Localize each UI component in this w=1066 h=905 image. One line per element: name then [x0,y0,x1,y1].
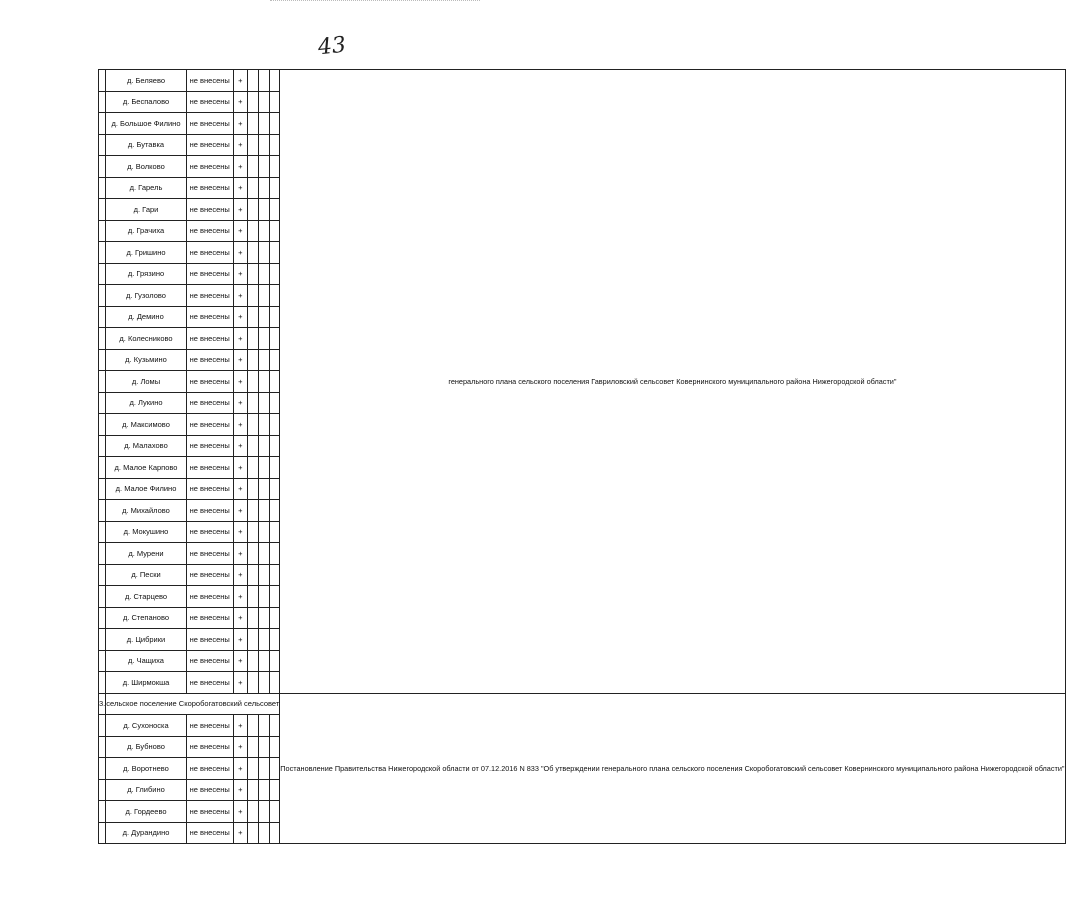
empty-cell [248,414,259,436]
empty-cell [248,629,259,651]
empty-cell [248,564,259,586]
changes-status: не внесены [186,822,233,844]
row-number-cell [99,715,106,737]
plus-mark: + [233,392,247,414]
plus-mark: + [233,220,247,242]
empty-cell [258,414,269,436]
changes-status: не внесены [186,285,233,307]
village-name: д. Кузьмино [106,349,186,371]
village-name: д. Старцево [106,586,186,608]
row-number-cell [99,478,106,500]
empty-cell [258,758,269,780]
changes-status: не внесены [186,779,233,801]
village-name: д. Малое Филино [106,478,186,500]
plus-mark: + [233,715,247,737]
empty-cell [269,70,279,92]
empty-cell [269,779,279,801]
plus-mark: + [233,371,247,393]
empty-cell [269,650,279,672]
row-number-cell [99,629,106,651]
empty-cell [258,543,269,565]
empty-cell [258,263,269,285]
document-note: генерального плана сельского поселения Гавриловский сельсовет Ковернинского муниципального района Нижегородской области" [448,376,897,386]
empty-cell [248,113,259,135]
plus-mark: + [233,414,247,436]
village-name: д. Грачиха [106,220,186,242]
village-name: д. Воротнево [106,758,186,780]
empty-cell [258,779,269,801]
changes-status: не внесены [186,521,233,543]
empty-cell [269,392,279,414]
plus-mark: + [233,543,247,565]
changes-status: не внесены [186,586,233,608]
village-name: д. Грязино [106,263,186,285]
document-note: Постановление Правительства Нижегородской области от 07.12.2016 N 833 "Об утверждении генерального плана сельского поселения Скоробогатовский сельсовет Ковернинского муниципального района Нижегородской области" [280,763,1065,773]
plus-mark: + [233,736,247,758]
village-name: д. Бубново [106,736,186,758]
empty-cell [248,736,259,758]
empty-cell [248,521,259,543]
village-name: д. Гришино [106,242,186,264]
row-number-cell [99,457,106,479]
plus-mark: + [233,263,247,285]
village-name: д. Михайлово [106,500,186,522]
empty-cell [258,349,269,371]
empty-cell [258,607,269,629]
row-number-cell [99,392,106,414]
plus-mark: + [233,822,247,844]
village-name: д. Большое Филино [106,113,186,135]
empty-cell [248,758,259,780]
empty-cell [269,113,279,135]
row-number-cell [99,736,106,758]
changes-status: не внесены [186,220,233,242]
empty-cell [269,177,279,199]
changes-status: не внесены [186,328,233,350]
village-name: д. Ломы [106,371,186,393]
changes-status: не внесены [186,156,233,178]
empty-cell [258,435,269,457]
row-number-cell [99,779,106,801]
village-name: д. Мурени [106,543,186,565]
village-name: д. Мокушино [106,521,186,543]
village-name: д. Беляево [106,70,186,92]
empty-cell [248,435,259,457]
plus-mark: + [233,349,247,371]
empty-cell [269,629,279,651]
village-name: д. Глибино [106,779,186,801]
village-name: д. Гари [106,199,186,221]
empty-cell [269,306,279,328]
empty-cell [258,134,269,156]
empty-cell [269,134,279,156]
empty-cell [269,801,279,823]
changes-status: не внесены [186,70,233,92]
village-name: д. Малахово [106,435,186,457]
empty-cell [248,242,259,264]
row-number-cell [99,285,106,307]
empty-cell [248,156,259,178]
changes-status: не внесены [186,349,233,371]
plus-mark: + [233,285,247,307]
plus-mark: + [233,779,247,801]
row-number-cell [99,199,106,221]
plus-mark: + [233,758,247,780]
row-number-cell [99,586,106,608]
changes-status: не внесены [186,801,233,823]
village-name: д. Беспалово [106,91,186,113]
section-number: 3. [99,693,106,715]
village-name: д. Гарель [106,177,186,199]
changes-status: не внесены [186,629,233,651]
empty-cell [269,349,279,371]
empty-cell [269,564,279,586]
document-note-cell [280,693,1065,844]
row-number-cell [99,607,106,629]
empty-cell [248,650,259,672]
empty-cell [248,285,259,307]
empty-cell [248,328,259,350]
empty-cell [269,715,279,737]
empty-cell [248,392,259,414]
empty-cell [269,199,279,221]
changes-status: не внесены [186,478,233,500]
row-number-cell [99,328,106,350]
plus-mark: + [233,199,247,221]
plus-mark: + [233,650,247,672]
row-number-cell [99,349,106,371]
row-number-cell [99,177,106,199]
plus-mark: + [233,435,247,457]
plus-mark: + [233,801,247,823]
empty-cell [248,779,259,801]
plus-mark: + [233,156,247,178]
changes-status: не внесены [186,177,233,199]
village-name: д. Малое Карпово [106,457,186,479]
page-number: 43 [316,32,348,61]
empty-cell [269,285,279,307]
row-number-cell [99,70,106,92]
village-name: д. Дурандино [106,822,186,844]
row-number-cell [99,435,106,457]
row-number-cell [99,371,106,393]
empty-cell [258,672,269,694]
empty-cell [258,478,269,500]
row-number-cell [99,650,106,672]
empty-cell [248,177,259,199]
empty-cell [269,414,279,436]
changes-status: не внесены [186,371,233,393]
empty-cell [258,113,269,135]
village-name: д. Цибрики [106,629,186,651]
empty-cell [258,220,269,242]
changes-status: не внесены [186,758,233,780]
changes-status: не внесены [186,113,233,135]
empty-cell [258,650,269,672]
empty-cell [269,156,279,178]
changes-status: не внесены [186,457,233,479]
plus-mark: + [233,457,247,479]
empty-cell [258,177,269,199]
empty-cell [258,500,269,522]
village-name: д. Гордеево [106,801,186,823]
row-number-cell [99,113,106,135]
empty-cell [269,586,279,608]
changes-status: не внесены [186,134,233,156]
empty-cell [269,91,279,113]
empty-cell [248,457,259,479]
row-number-cell [99,521,106,543]
row-number-cell [99,134,106,156]
empty-cell [258,91,269,113]
changes-status: не внесены [186,715,233,737]
empty-cell [258,822,269,844]
row-number-cell [99,220,106,242]
row-number-cell [99,242,106,264]
plus-mark: + [233,607,247,629]
changes-status: не внесены [186,650,233,672]
document-note-cell [280,70,1065,694]
changes-status: не внесены [186,564,233,586]
empty-cell [269,435,279,457]
changes-status: не внесены [186,263,233,285]
empty-cell [248,349,259,371]
empty-cell [258,328,269,350]
empty-cell [248,263,259,285]
row-number-cell [99,672,106,694]
plus-mark: + [233,306,247,328]
empty-cell [258,564,269,586]
row-number-cell [99,263,106,285]
village-name: д. Степаново [106,607,186,629]
village-name: д. Гузолово [106,285,186,307]
changes-status: не внесены [186,91,233,113]
empty-cell [269,457,279,479]
village-name: д. Колесниково [106,328,186,350]
empty-cell [248,199,259,221]
empty-cell [248,543,259,565]
empty-cell [258,715,269,737]
empty-cell [269,328,279,350]
plus-mark: + [233,629,247,651]
row-number-cell [99,306,106,328]
plus-mark: + [233,500,247,522]
changes-status: не внесены [186,392,233,414]
empty-cell [269,242,279,264]
changes-status: не внесены [186,607,233,629]
empty-cell [258,306,269,328]
plus-mark: + [233,478,247,500]
empty-cell [248,70,259,92]
village-name: д. Пески [106,564,186,586]
changes-status: не внесены [186,199,233,221]
row-number-cell [99,91,106,113]
row-number-cell [99,543,106,565]
changes-status: не внесены [186,736,233,758]
plus-mark: + [233,521,247,543]
empty-cell [248,306,259,328]
empty-cell [258,801,269,823]
village-name: д. Сухоноска [106,715,186,737]
row-number-cell [99,822,106,844]
empty-cell [269,822,279,844]
empty-cell [258,629,269,651]
empty-cell [258,371,269,393]
plus-mark: + [233,242,247,264]
row-number-cell [99,500,106,522]
village-name: д. Волково [106,156,186,178]
empty-cell [248,672,259,694]
changes-status: не внесены [186,500,233,522]
empty-cell [269,736,279,758]
empty-cell [248,715,259,737]
empty-cell [248,220,259,242]
empty-cell [269,672,279,694]
village-name: д. Чащиха [106,650,186,672]
empty-cell [258,242,269,264]
empty-cell [258,199,269,221]
settlement-name: сельское поселение Скоробогатовский сельсовет [106,693,280,715]
empty-cell [269,607,279,629]
empty-cell [258,736,269,758]
empty-cell [269,543,279,565]
empty-cell [248,134,259,156]
row-number-cell [99,156,106,178]
village-name: д. Ширмокша [106,672,186,694]
changes-status: не внесены [186,543,233,565]
plus-mark: + [233,328,247,350]
section-header-row [99,693,1066,715]
settlement-table [98,69,1066,844]
village-name: д. Максимово [106,414,186,436]
table-row [99,70,1066,92]
empty-cell [269,758,279,780]
empty-cell [258,70,269,92]
empty-cell [248,91,259,113]
changes-status: не внесены [186,414,233,436]
changes-status: не внесены [186,242,233,264]
empty-cell [258,457,269,479]
row-number-cell [99,414,106,436]
empty-cell [248,822,259,844]
empty-cell [269,521,279,543]
village-name: д. Демино [106,306,186,328]
village-name: д. Бутавка [106,134,186,156]
empty-cell [269,371,279,393]
top-scan-mark [270,0,480,3]
empty-cell [248,586,259,608]
empty-cell [248,478,259,500]
empty-cell [258,285,269,307]
empty-cell [248,607,259,629]
empty-cell [269,478,279,500]
empty-cell [258,156,269,178]
empty-cell [269,263,279,285]
plus-mark: + [233,91,247,113]
empty-cell [269,500,279,522]
empty-cell [248,801,259,823]
changes-status: не внесены [186,672,233,694]
empty-cell [248,500,259,522]
plus-mark: + [233,586,247,608]
plus-mark: + [233,113,247,135]
plus-mark: + [233,672,247,694]
row-number-cell [99,564,106,586]
empty-cell [258,392,269,414]
village-name: д. Лукино [106,392,186,414]
empty-cell [269,220,279,242]
empty-cell [258,521,269,543]
empty-cell [248,371,259,393]
plus-mark: + [233,70,247,92]
changes-status: не внесены [186,435,233,457]
empty-cell [258,586,269,608]
row-number-cell [99,801,106,823]
plus-mark: + [233,177,247,199]
plus-mark: + [233,564,247,586]
row-number-cell [99,758,106,780]
plus-mark: + [233,134,247,156]
changes-status: не внесены [186,306,233,328]
